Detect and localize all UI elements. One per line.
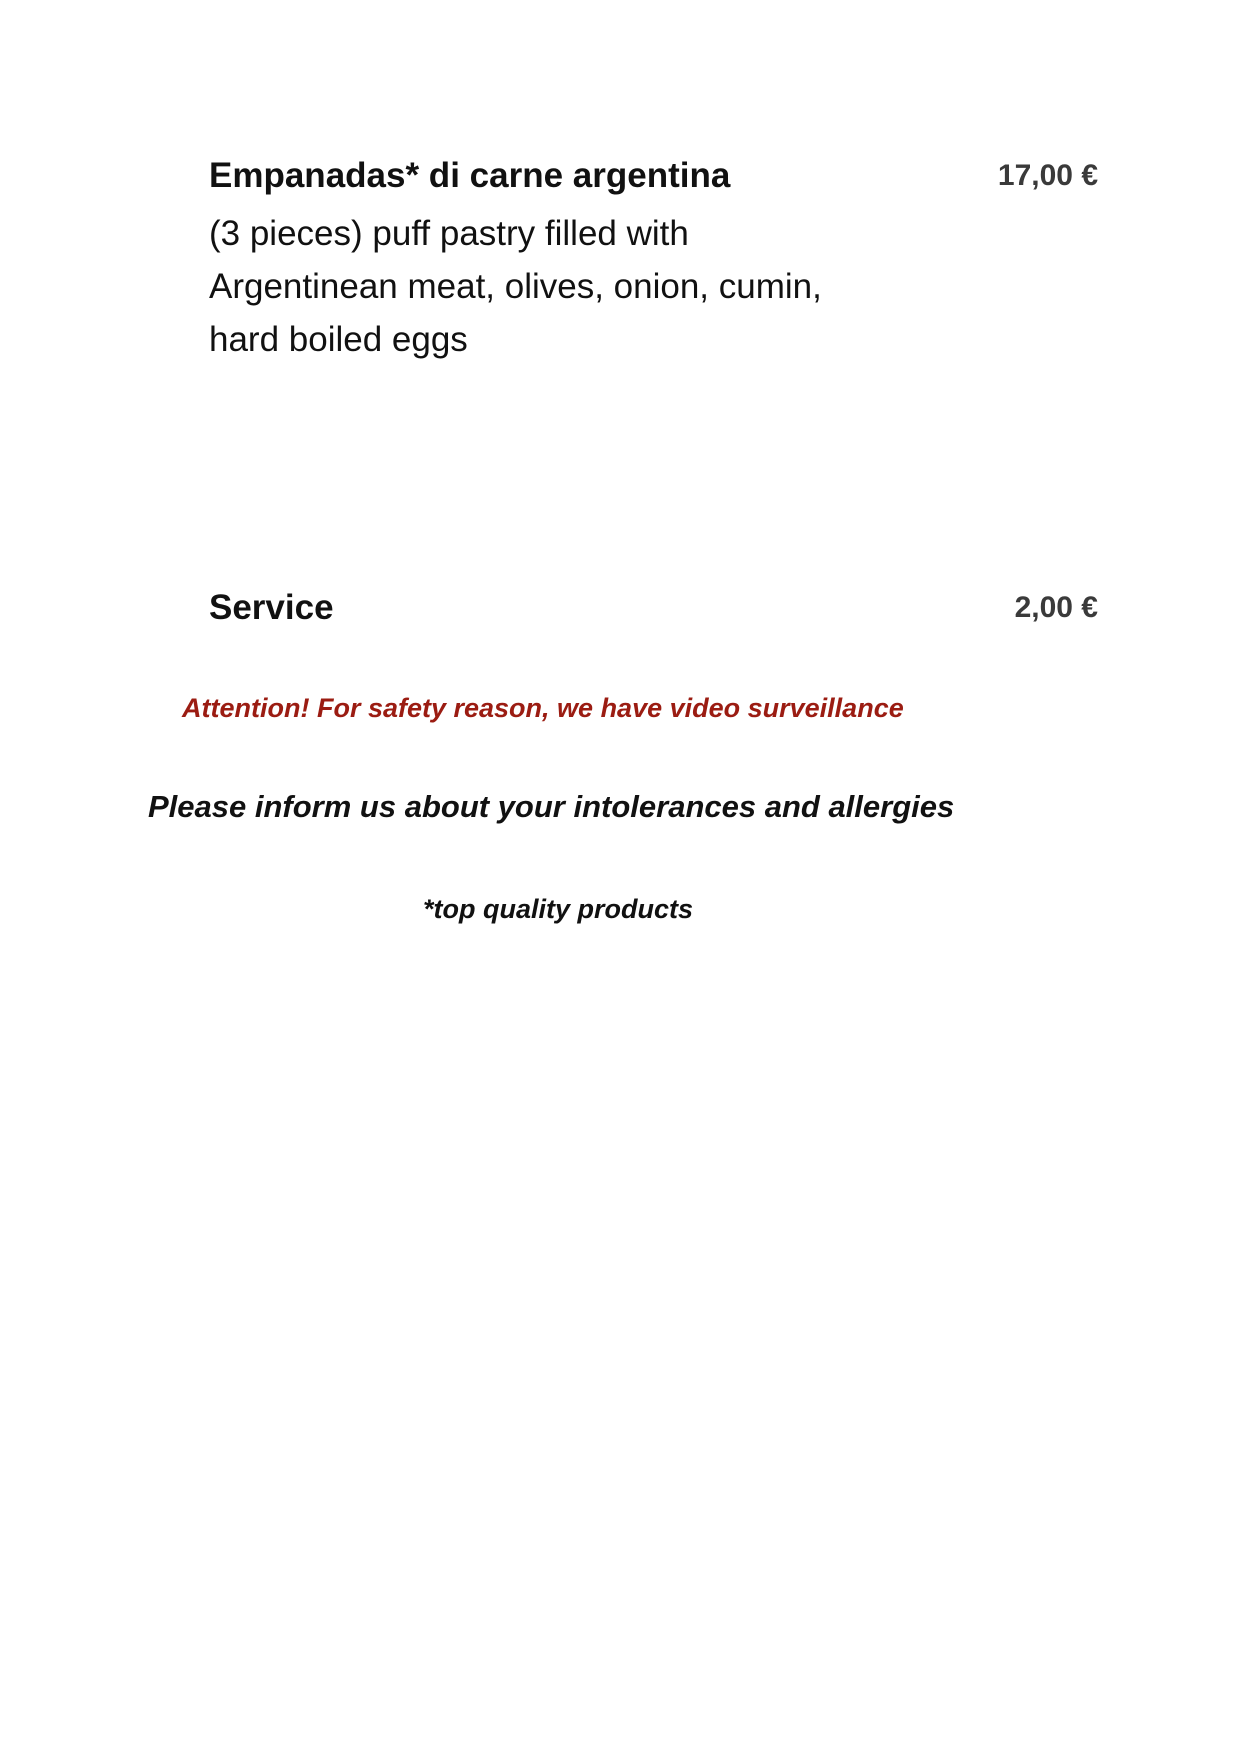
dish-description-line: hard boiled eggs	[209, 320, 468, 359]
surveillance-notice: Attention! For safety reason, we have video surveillance	[182, 693, 904, 723]
dish-description-line: Argentinean meat, olives, onion, cumin,	[209, 267, 822, 306]
dish-price: 17,00 €	[997, 159, 1098, 192]
service-label: Service	[209, 588, 334, 627]
dish-name: Empanadas* di carne argentina	[209, 156, 731, 195]
allergy-notice: Please inform us about your intolerances and allergies	[148, 789, 955, 824]
dish-description-line: (3 pieces) puff pastry filled with	[209, 214, 689, 253]
quality-footnote: *top quality products	[423, 894, 693, 924]
service-price: 2,00 €	[1014, 591, 1098, 624]
dish-description	[209, 207, 929, 366]
